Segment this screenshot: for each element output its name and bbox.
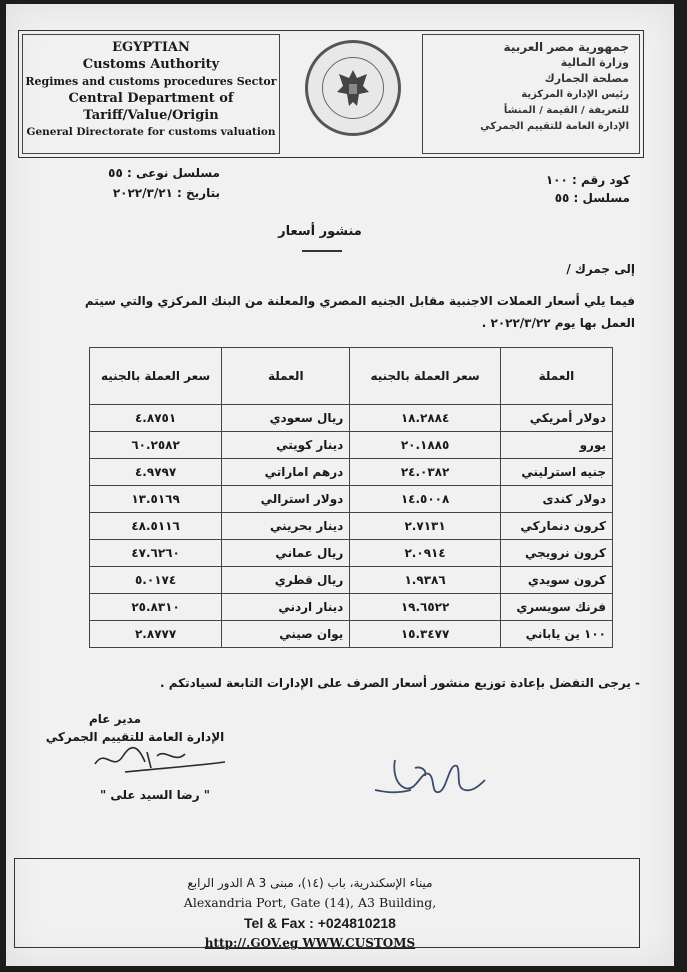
title-underline (302, 250, 342, 252)
table-row (90, 540, 613, 567)
currency-name-1: ١٠٠ ين ياباني (500, 621, 612, 648)
letterhead-arabic (422, 34, 640, 154)
currency-name-2: دولار استرالي (222, 486, 350, 513)
letterhead-ar-line2: وزارة المالية (560, 56, 629, 69)
currency-rate-1: ١٤.٥٠٠٨ (350, 486, 501, 513)
serial-type: مسلسل نوعى : ٥٥ (108, 166, 220, 180)
letterhead-ar-line3: مصلحة الجمارك (544, 72, 629, 85)
currency-name-2: ريال سعودي (222, 405, 350, 432)
customs-seal-logo (305, 40, 401, 136)
table-row (90, 405, 613, 432)
table-row (90, 459, 613, 486)
intro-line-2: العمل بها يوم ٢٠٢٢/٣/٢٢ . (481, 316, 635, 330)
currency-rate-2: ٤٧.٦٢٦٠ (90, 540, 222, 567)
currency-rate-2: ٥.٠١٧٤ (90, 567, 222, 594)
currency-name-1: كرون نرويجي (500, 540, 612, 567)
footer-address-english: Alexandria Port, Gate (14), A3 Building, (183, 895, 437, 910)
intro-line-1: فيما يلي أسعار العملات الاجنبية مقابل الجنيه المصري والمعلنة من البنك المركزي والتي سيتم (84, 294, 635, 308)
table-row (90, 567, 613, 594)
currency-rate-1: ١٩.٦٥٢٢ (350, 594, 501, 621)
currency-rate-2: ٤٨.٥١١٦ (90, 513, 222, 540)
header-rate-1: سعر العملة بالجنيه (350, 348, 501, 405)
table-row (90, 486, 613, 513)
table-row (90, 621, 613, 648)
currency-rate-2: ١٣.٥١٦٩ (90, 486, 222, 513)
currency-name-1: جنيه استرليني (500, 459, 612, 486)
letterhead-ar-line1: جمهورية مصر العربية (503, 40, 629, 54)
footer-website[interactable]: http://.GOV.eg WWW.CUSTOMS (204, 936, 416, 950)
recipient-line: إلى جمرك / (566, 262, 635, 276)
document-date: بتاريخ : ٢٠٢٢/٣/٢١ (112, 186, 220, 200)
currency-rate-1: ١٨.٢٨٨٤ (350, 405, 501, 432)
table-header-row (90, 348, 613, 405)
serial-number: مسلسل : ٥٥ (554, 191, 630, 205)
footer-address-arabic: ميناء الإسكندرية، باب (١٤)، مبنى 3 A الدور الرابع (187, 876, 433, 890)
letterhead-en-line4: Central Department of (68, 91, 234, 106)
letterhead-en-line1: EGYPTIAN (112, 40, 190, 55)
currency-name-2: دينار بحريني (222, 513, 350, 540)
letterhead-ar-line6: الإدارة العامة للتقييم الجمركي (480, 121, 629, 132)
table-row (90, 594, 613, 621)
currency-name-1: يورو (500, 432, 612, 459)
header-currency-2: العملة (222, 348, 350, 405)
currency-rate-2: ٤.٨٧٥١ (90, 405, 222, 432)
currency-name-2: ريال قطري (222, 567, 350, 594)
currency-rate-2: ٦٠.٢٥٨٢ (90, 432, 222, 459)
currency-rate-1: ٢٤.٠٣٨٢ (350, 459, 501, 486)
currency-name-1: كرون سويدي (500, 567, 612, 594)
currency-name-1: دولار كندى (500, 486, 612, 513)
currency-name-2: ريال عماني (222, 540, 350, 567)
currency-name-1: كرون دنماركي (500, 513, 612, 540)
currency-name-2: درهم اماراتي (222, 459, 350, 486)
currency-name-1: فرنك سويسري (500, 594, 612, 621)
letterhead-en-line6: General Directorate for customs valuation (26, 126, 276, 138)
currency-rate-2: ٢.٨٧٧٧ (90, 621, 222, 648)
code-number: كود رقم : ١٠٠ (545, 173, 630, 187)
currency-rate-2: ٤.٩٧٩٧ (90, 459, 222, 486)
closing-request: - يرجى التفضل بإعادة توزيع منشور أسعار الصرف على الإدارات التابعة لسيادتكم . (159, 676, 640, 690)
currency-name-2: يوان صيني (222, 621, 350, 648)
currency-rate-1: ٢.٠٩١٤ (350, 540, 501, 567)
currency-rate-1: ٢.٧١٣١ (350, 513, 501, 540)
initials-signature (85, 742, 235, 778)
currency-rate-1: ١.٩٣٨٦ (350, 567, 501, 594)
eagle-icon (323, 58, 383, 118)
letterhead-ar-line4: رئيس الإدارة المركزية (521, 89, 629, 100)
table-row (90, 432, 613, 459)
letterhead-en-line2: Customs Authority (82, 57, 220, 72)
signatory-title-2: الإدارة العامة للتقييم الجمركي (45, 730, 225, 744)
currency-name-2: دينار كويتي (222, 432, 350, 459)
currency-rate-2: ٢٥.٨٣١٠ (90, 594, 222, 621)
header-rate-2: سعر العملة بالجنيه (90, 348, 222, 405)
table-row (90, 513, 613, 540)
signatory-title-1: مدير عام (88, 712, 141, 726)
letterhead-en-line5: Tariff/Value/Origin (83, 108, 219, 123)
letterhead-english (22, 34, 280, 154)
seal-inner-ring (322, 57, 384, 119)
currency-name-1: دولار أمريكي (500, 405, 612, 432)
footer-tel-fax: Tel & Fax : +024810218 (244, 915, 396, 931)
currency-name-2: دينار اردني (222, 594, 350, 621)
letterhead-ar-line5: للتعريفة / القيمة / المنشأ (503, 105, 629, 116)
letterhead-en-line3: Regimes and customs procedures Sector (25, 75, 277, 88)
handwritten-signature (365, 750, 495, 810)
currency-rate-1: ١٥.٣٤٧٧ (350, 621, 501, 648)
document-title: منشور أسعار (278, 224, 362, 239)
signatory-name: " رضا السيد على " (99, 788, 211, 802)
currency-rate-1: ٢٠.١٨٨٥ (350, 432, 501, 459)
exchange-rates-table (89, 347, 613, 648)
header-currency-1: العملة (500, 348, 612, 405)
